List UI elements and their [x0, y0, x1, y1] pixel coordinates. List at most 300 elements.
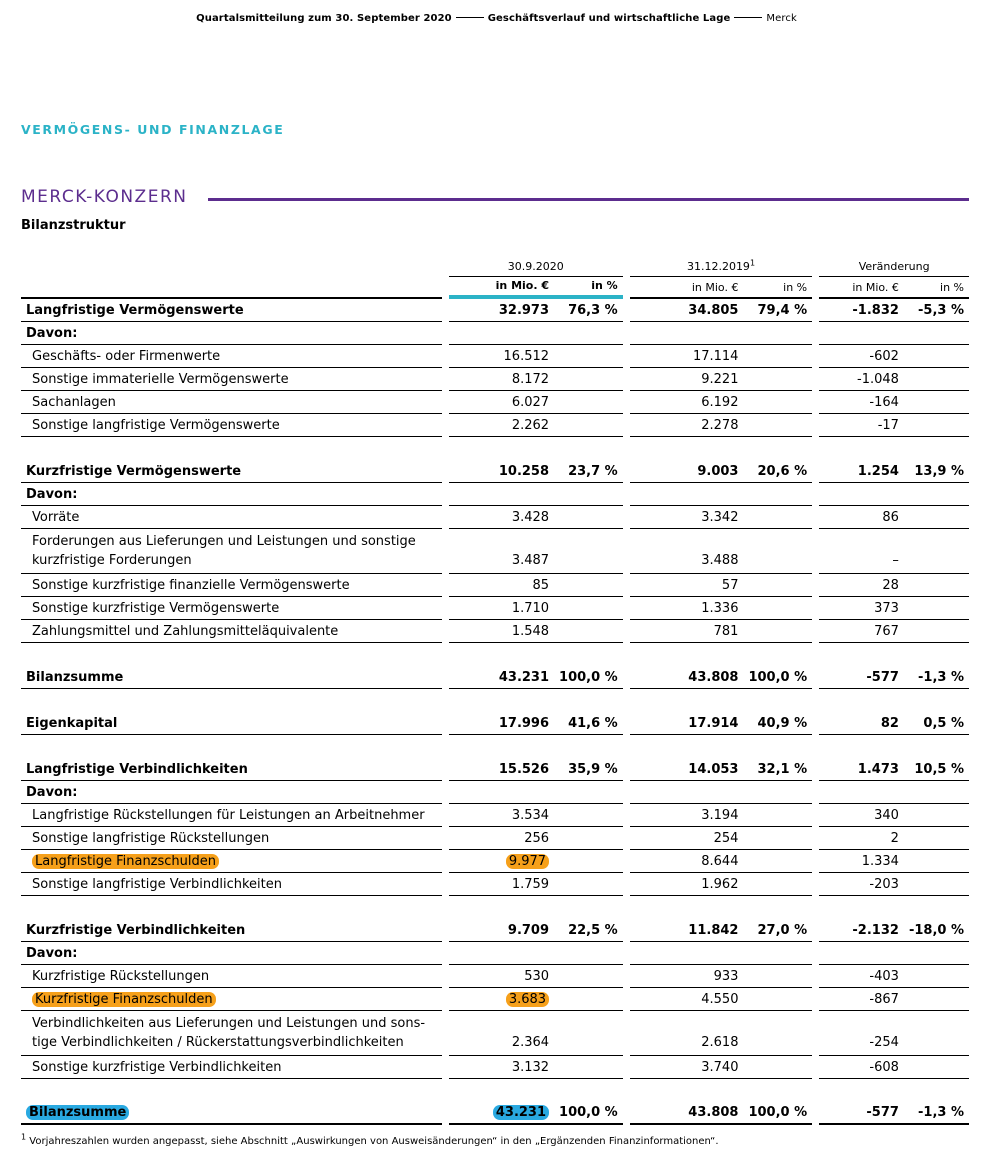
- cell-amount-change-value: -1.048: [857, 372, 899, 387]
- cell-percent-change: [904, 345, 969, 368]
- cell-percent-2020: [554, 483, 623, 506]
- cell-amount-2019: [630, 299, 744, 322]
- cell-amount-change-value: -2.132: [852, 923, 899, 938]
- cell-amount-change-value: 86: [882, 510, 899, 525]
- row-label-text: Davon:: [26, 326, 78, 341]
- cell-amount-2020-value: 1.548: [511, 624, 550, 639]
- cell-amount-change-value: -203: [869, 877, 899, 892]
- page-header: [0, 13, 993, 24]
- header-title: Quartalsmitteilung zum 30. September 2020: [196, 13, 452, 24]
- cell-percent-change: [904, 666, 969, 689]
- row-label: [21, 368, 442, 391]
- cell-amount-2020: [449, 873, 554, 896]
- cell-amount-2019: [630, 781, 744, 804]
- cell-amount-2019: [630, 804, 744, 827]
- column-group-header: [21, 255, 969, 277]
- cell-amount-2020: [449, 781, 554, 804]
- cell-amount-2019: [630, 919, 744, 942]
- cell-amount-2020-value: 256: [524, 831, 550, 846]
- cell-percent-change: [904, 483, 969, 506]
- table-row: [21, 758, 969, 781]
- cell-percent-change: [904, 988, 969, 1011]
- cell-percent-change-value: 13,9 %: [914, 464, 964, 479]
- cell-percent-2020: [554, 414, 623, 437]
- cell-amount-2020-value: 530: [524, 969, 550, 984]
- row-label-text: Kurzfristige Verbindlichkeiten: [26, 923, 246, 938]
- cell-amount-change-value: 28: [882, 578, 899, 593]
- cell-amount-change-value: -254: [869, 1035, 899, 1050]
- cell-percent-2019: [743, 873, 812, 896]
- cell-amount-change-value: -577: [866, 670, 899, 685]
- cell-amount-change: [819, 666, 904, 689]
- cell-amount-2020: [449, 942, 554, 965]
- footnote-ref: 1: [749, 258, 756, 268]
- row-label: [21, 965, 442, 988]
- cell-amount-2019: [630, 483, 744, 506]
- row-label: [21, 988, 442, 1011]
- cell-percent-2020-value: 100,0 %: [559, 670, 618, 685]
- cell-amount-2020: [449, 483, 554, 506]
- row-label-line: Forderungen aus Lieferungen und Leistungen und sonstige: [32, 534, 416, 549]
- table-row: [21, 322, 969, 345]
- cell-percent-2019: [743, 988, 812, 1011]
- cell-amount-2019: [630, 620, 744, 643]
- column-header: [21, 277, 969, 299]
- cell-amount-2019-value: 14.053: [688, 762, 739, 777]
- table-row: [21, 574, 969, 597]
- cell-amount-2020-value: 3.683: [506, 992, 549, 1007]
- cell-percent-2019: [743, 850, 812, 873]
- row-label: [21, 529, 442, 574]
- cell-amount-change: [819, 827, 904, 850]
- cell-percent-2019: [743, 804, 812, 827]
- cell-amount-2020: [449, 597, 554, 620]
- cell-amount-2019: [630, 965, 744, 988]
- cell-percent-2019-value: 40,9 %: [757, 716, 808, 731]
- cell-percent-change: [904, 1056, 969, 1079]
- row-label-line: Verbindlichkeiten aus Lieferungen und Leistungen und sons-: [32, 1016, 426, 1031]
- cell-amount-2020: [449, 712, 554, 735]
- cell-percent-change: [904, 529, 969, 574]
- cell-amount-2019-value: 2.618: [701, 1035, 739, 1050]
- cell-amount-2019: [630, 368, 744, 391]
- cell-percent-change-value: -1,3 %: [918, 1105, 964, 1120]
- cell-amount-change-value: -403: [869, 969, 899, 984]
- header-chapter: Geschäftsverlauf und wirtschaftliche Lage: [487, 13, 731, 24]
- cell-percent-change: [904, 597, 969, 620]
- row-label-text: Bilanzsumme: [26, 670, 124, 685]
- cell-amount-2020-value: 10.258: [498, 464, 550, 479]
- table-row: [21, 299, 969, 322]
- footnote: [21, 1132, 719, 1147]
- cell-amount-2020-value: 9.709: [507, 923, 550, 938]
- row-label-text: Langfristige Verbindlichkeiten: [26, 762, 248, 777]
- row-label: [21, 942, 442, 965]
- cell-amount-2019: [630, 942, 744, 965]
- cell-percent-change-value: -18,0 %: [908, 923, 964, 938]
- cell-amount-change: [819, 850, 904, 873]
- cell-amount-2019-value: 254: [713, 831, 739, 846]
- col-header-percent: in %: [554, 277, 623, 299]
- cell-percent-2020: [554, 345, 623, 368]
- cell-percent-2020: [554, 850, 623, 873]
- row-label-text: Sonstige langfristige Rückstellungen: [32, 831, 270, 846]
- cell-amount-2020-value: 15.526: [498, 762, 550, 777]
- row-label-text: Sonstige immaterielle Vermögenswerte: [32, 372, 289, 387]
- cell-amount-2019: [630, 414, 744, 437]
- cell-amount-2020: [449, 1102, 554, 1125]
- cell-amount-2020-value: 16.512: [503, 349, 550, 364]
- cell-percent-change: [904, 781, 969, 804]
- cell-percent-2019: [743, 345, 812, 368]
- cell-percent-change-value: 0,5 %: [923, 716, 964, 731]
- table-row: [21, 620, 969, 643]
- table-row: [21, 666, 969, 689]
- row-label-text: Sonstige kurzfristige Vermögenswerte: [32, 601, 280, 616]
- header-company: Merck: [766, 13, 797, 24]
- cell-amount-change-value: 82: [880, 716, 899, 731]
- cell-amount-2020-value: 3.534: [511, 808, 550, 823]
- cell-percent-2019: [743, 620, 812, 643]
- cell-amount-2020-value: 2.262: [511, 418, 550, 433]
- row-label: [21, 781, 442, 804]
- cell-amount-2020: [449, 758, 554, 781]
- cell-percent-2020: [554, 620, 623, 643]
- table-subtitle: Bilanzstruktur: [21, 218, 126, 233]
- row-label-line: kurzfristige Forderungen: [32, 553, 192, 568]
- cell-amount-2019-value: 11.842: [688, 923, 739, 938]
- col-header-percent: in %: [904, 277, 969, 299]
- footnote-text: Vorjahreszahlen wurden angepasst, siehe Abschnitt „Auswirkungen von Ausweisänderungen“ in den „Ergänzenden Finanzinformationen“.: [29, 1136, 719, 1147]
- cell-amount-2020-value: 3.132: [511, 1060, 550, 1075]
- cell-amount-change: [819, 368, 904, 391]
- cell-amount-2020-value: 32.973: [498, 303, 550, 318]
- cell-amount-change-value: 1.473: [857, 762, 899, 777]
- col-group-current: 30.9.2020: [449, 255, 623, 277]
- cell-percent-change: [904, 506, 969, 529]
- cell-amount-change-value: 373: [874, 601, 899, 616]
- table-row: [21, 873, 969, 896]
- header-separator: [734, 17, 762, 18]
- cell-percent-change: [904, 322, 969, 345]
- table-row: [21, 965, 969, 988]
- cell-percent-change: [904, 942, 969, 965]
- col-header-percent: in %: [743, 277, 812, 299]
- cell-percent-2020: [554, 460, 623, 483]
- table-row: [21, 391, 969, 414]
- cell-percent-2020: [554, 299, 623, 322]
- cell-amount-2019: [630, 1011, 744, 1056]
- cell-percent-2019: [743, 1056, 812, 1079]
- cell-percent-2020: [554, 1011, 623, 1056]
- table-row: [21, 529, 969, 574]
- row-label-text: Kurzfristige Finanzschulden: [32, 992, 216, 1007]
- cell-percent-2019: [743, 781, 812, 804]
- row-label-text: Eigenkapital: [26, 716, 118, 731]
- cell-percent-2019: [743, 391, 812, 414]
- cell-amount-change-value: 2: [890, 831, 899, 846]
- col-header-amount: in Mio. €: [449, 277, 554, 299]
- cell-percent-2019: [743, 1102, 812, 1125]
- table-row: [21, 460, 969, 483]
- row-label: [21, 460, 442, 483]
- cell-amount-change: [819, 414, 904, 437]
- cell-amount-2019: [630, 460, 744, 483]
- col-header-amount: in Mio. €: [630, 277, 744, 299]
- cell-amount-change: [819, 483, 904, 506]
- cell-amount-change-value: 767: [874, 624, 899, 639]
- table-row: [21, 506, 969, 529]
- cell-percent-2019-value: 79,4 %: [757, 303, 808, 318]
- cell-amount-change-value: –: [892, 553, 899, 568]
- cell-amount-2020-value: 3.487: [511, 553, 550, 568]
- cell-amount-change: [819, 758, 904, 781]
- cell-amount-2019-value: 1.336: [701, 601, 739, 616]
- cell-amount-change-value: -867: [869, 992, 899, 1007]
- cell-percent-2020: [554, 1056, 623, 1079]
- row-label: [21, 758, 442, 781]
- footnote-mark: 1: [21, 1132, 27, 1142]
- cell-percent-change: [904, 299, 969, 322]
- cell-amount-2019: [630, 345, 744, 368]
- cell-percent-change: [904, 414, 969, 437]
- cell-percent-2020: [554, 368, 623, 391]
- cell-amount-change: [819, 1102, 904, 1125]
- cell-percent-2019: [743, 942, 812, 965]
- cell-amount-2020: [449, 345, 554, 368]
- cell-percent-change: [904, 460, 969, 483]
- cell-amount-change-value: 340: [874, 808, 899, 823]
- table-row: [21, 850, 969, 873]
- cell-percent-change: [904, 873, 969, 896]
- cell-percent-2019-value: 100,0 %: [748, 670, 808, 685]
- cell-percent-change: [904, 827, 969, 850]
- cell-percent-change: [904, 1011, 969, 1056]
- row-label-text: Zahlungsmittel und Zahlungsmitteläquivalente: [32, 624, 339, 639]
- cell-percent-2020-value: 35,9 %: [568, 762, 618, 777]
- cell-percent-change: [904, 965, 969, 988]
- cell-amount-2019: [630, 1056, 744, 1079]
- cell-amount-2020: [449, 299, 554, 322]
- cell-percent-2020: [554, 781, 623, 804]
- cell-percent-2020: [554, 804, 623, 827]
- cell-percent-2020: [554, 712, 623, 735]
- col-group-prior-year: 31.12.2019$^1$: [630, 255, 812, 277]
- cell-amount-2019-value: 6.192: [701, 395, 739, 410]
- cell-percent-2020-value: 41,6 %: [568, 716, 618, 731]
- row-label: [21, 919, 442, 942]
- cell-amount-2020: [449, 850, 554, 873]
- cell-amount-2019: [630, 574, 744, 597]
- cell-percent-2019: [743, 529, 812, 574]
- table-row: [21, 368, 969, 391]
- cell-amount-change-value: -577: [866, 1105, 899, 1120]
- cell-amount-2019-value: 34.805: [688, 303, 739, 318]
- cell-amount-2020: [449, 620, 554, 643]
- cell-amount-2019: [630, 873, 744, 896]
- table-row: [21, 1011, 969, 1056]
- section-title: VERMÖGENS- UND FINANZLAGE: [21, 122, 285, 137]
- cell-amount-2019-value: 9.003: [697, 464, 739, 479]
- cell-amount-2020: [449, 529, 554, 574]
- cell-percent-2019: [743, 414, 812, 437]
- table-row: [21, 988, 969, 1011]
- group-title: MERCK-KONZERN: [21, 187, 188, 207]
- row-label: [21, 414, 442, 437]
- cell-percent-change: [904, 391, 969, 414]
- cell-amount-change: [819, 299, 904, 322]
- cell-amount-change: [819, 919, 904, 942]
- cell-amount-2019-value: 2.278: [701, 418, 739, 433]
- cell-amount-change: [819, 620, 904, 643]
- row-label-text: Sonstige langfristige Vermögenswerte: [32, 418, 280, 433]
- cell-percent-change-value: -1,3 %: [918, 670, 964, 685]
- cell-amount-change: [819, 712, 904, 735]
- table-row: [21, 1056, 969, 1079]
- row-label-text: Kurzfristige Vermögenswerte: [26, 464, 242, 479]
- table-row: [21, 919, 969, 942]
- cell-percent-2019: [743, 506, 812, 529]
- row-label: [21, 873, 442, 896]
- cell-amount-2020-value: 6.027: [511, 395, 550, 410]
- cell-amount-2020-value: 85: [532, 578, 550, 593]
- row-label-text: Davon:: [26, 946, 78, 961]
- cell-amount-2020: [449, 1056, 554, 1079]
- cell-amount-2020-value: 1.710: [511, 601, 550, 616]
- cell-percent-change: [904, 758, 969, 781]
- header-separator: [456, 17, 484, 18]
- cell-percent-2019: [743, 597, 812, 620]
- row-label: [21, 299, 442, 322]
- row-label: [21, 1102, 442, 1125]
- cell-amount-2019: [630, 712, 744, 735]
- row-label: [21, 574, 442, 597]
- cell-amount-2019: [630, 322, 744, 345]
- row-label-text: Sonstige kurzfristige Verbindlichkeiten: [32, 1060, 282, 1075]
- cell-percent-2019: [743, 368, 812, 391]
- cell-amount-2019: [630, 850, 744, 873]
- cell-percent-2020: [554, 529, 623, 574]
- row-label-text: Geschäfts- oder Firmenwerte: [32, 349, 221, 364]
- cell-percent-2020-value: 22,5 %: [568, 923, 618, 938]
- row-label: [21, 827, 442, 850]
- table-row: [21, 483, 969, 506]
- cell-percent-2019-value: 32,1 %: [757, 762, 808, 777]
- cell-percent-2019: [743, 712, 812, 735]
- cell-percent-2020: [554, 506, 623, 529]
- cell-percent-2020: [554, 666, 623, 689]
- cell-percent-2019-value: 100,0 %: [748, 1105, 808, 1120]
- cell-amount-2020: [449, 574, 554, 597]
- cell-percent-change: [904, 850, 969, 873]
- cell-percent-2019: [743, 483, 812, 506]
- cell-percent-2019: [743, 574, 812, 597]
- cell-percent-2019-value: 27,0 %: [757, 923, 808, 938]
- cell-percent-2020: [554, 919, 623, 942]
- cell-percent-2019: [743, 758, 812, 781]
- cell-percent-2020: [554, 988, 623, 1011]
- cell-amount-2020-value: 9.977: [506, 854, 549, 869]
- row-label-text: Davon:: [26, 487, 78, 502]
- cell-amount-change: [819, 345, 904, 368]
- row-label-text: Langfristige Rückstellungen für Leistungen an Arbeitnehmer: [32, 808, 425, 823]
- cell-amount-2020: [449, 460, 554, 483]
- cell-percent-2020: [554, 942, 623, 965]
- cell-amount-2020-value: 2.364: [511, 1035, 550, 1050]
- row-label: [21, 1011, 442, 1056]
- cell-percent-2019: [743, 1011, 812, 1056]
- cell-amount-change-value: -1.832: [852, 303, 899, 318]
- cell-percent-2020: [554, 391, 623, 414]
- cell-amount-change: [819, 873, 904, 896]
- cell-amount-2019-value: 781: [713, 624, 739, 639]
- table-row: [21, 712, 969, 735]
- cell-percent-2020: [554, 574, 623, 597]
- table-row: [21, 781, 969, 804]
- cell-percent-change: [904, 919, 969, 942]
- cell-amount-change: [819, 460, 904, 483]
- row-label: [21, 483, 442, 506]
- cell-percent-2020: [554, 965, 623, 988]
- cell-percent-change: [904, 712, 969, 735]
- cell-amount-2020: [449, 827, 554, 850]
- col-group-change: Veränderung: [819, 255, 969, 277]
- row-label: [21, 506, 442, 529]
- cell-amount-change: [819, 391, 904, 414]
- row-label-line: tige Verbindlichkeiten / Rückerstattungsverbindlichkeiten: [32, 1035, 404, 1050]
- cell-percent-change: [904, 804, 969, 827]
- cell-amount-2019-value: 17.114: [692, 349, 739, 364]
- row-label-text: Langfristige Finanzschulden: [32, 854, 219, 869]
- cell-amount-2020: [449, 804, 554, 827]
- cell-amount-2020-value: 3.428: [511, 510, 550, 525]
- cell-amount-2019: [630, 1102, 744, 1125]
- row-label-text: Bilanzsumme: [26, 1105, 129, 1120]
- cell-amount-2019: [630, 506, 744, 529]
- cell-amount-2020: [449, 414, 554, 437]
- cell-amount-2020: [449, 919, 554, 942]
- cell-amount-2019-value: 43.808: [688, 1105, 739, 1120]
- cell-amount-change: [819, 574, 904, 597]
- col-header-amount: in Mio. €: [819, 277, 904, 299]
- cell-percent-change-value: -5,3 %: [918, 303, 964, 318]
- cell-amount-2019: [630, 391, 744, 414]
- balance-sheet-table: [21, 255, 969, 1125]
- row-label: [21, 712, 442, 735]
- cell-amount-2019-value: 4.550: [701, 992, 739, 1007]
- cell-amount-change: [819, 781, 904, 804]
- cell-percent-change: [904, 1102, 969, 1125]
- cell-percent-2019: [743, 827, 812, 850]
- cell-amount-change: [819, 965, 904, 988]
- cell-percent-2020: [554, 827, 623, 850]
- cell-percent-2020: [554, 1102, 623, 1125]
- row-label-text: Kurzfristige Rückstellungen: [32, 969, 210, 984]
- row-label: [21, 1056, 442, 1079]
- cell-amount-2019-value: 1.962: [701, 877, 739, 892]
- cell-amount-change: [819, 1011, 904, 1056]
- table-row: [21, 804, 969, 827]
- table-row: [21, 345, 969, 368]
- cell-amount-2019: [630, 597, 744, 620]
- table-row: [21, 942, 969, 965]
- cell-percent-change-value: 10,5 %: [914, 762, 964, 777]
- cell-percent-2019: [743, 299, 812, 322]
- cell-percent-2019: [743, 666, 812, 689]
- cell-percent-2020: [554, 597, 623, 620]
- cell-amount-change: [819, 597, 904, 620]
- cell-amount-2019-value: 933: [713, 969, 739, 984]
